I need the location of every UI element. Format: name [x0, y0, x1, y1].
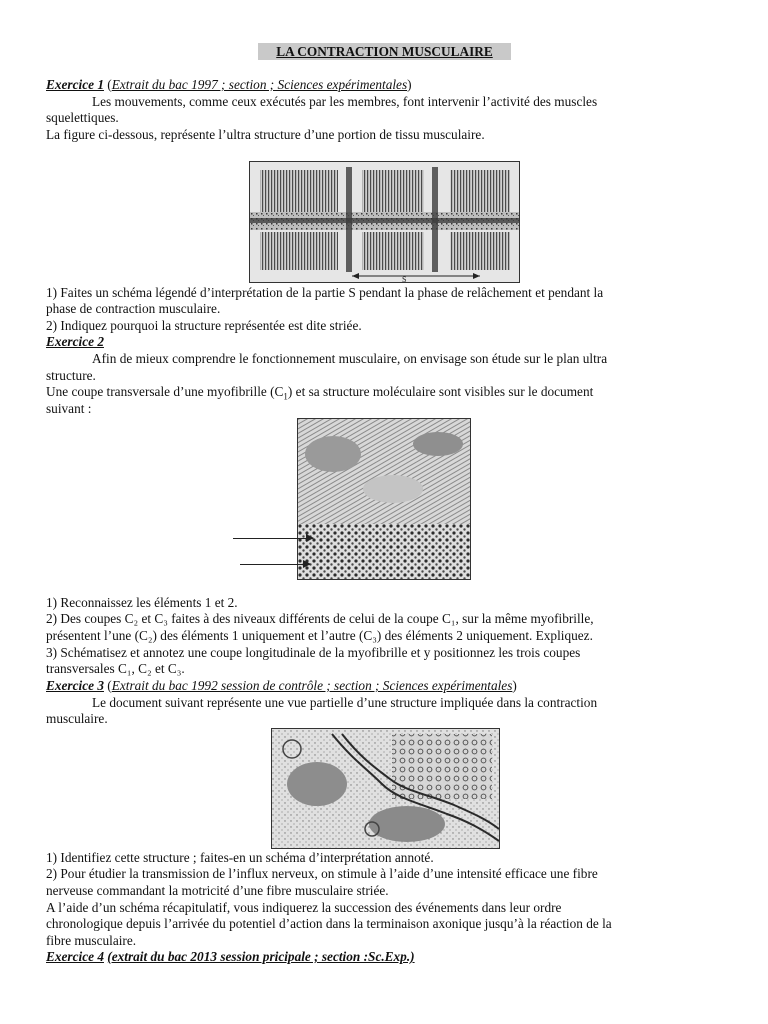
ex3-paragraph-2a: A l’aide d’un schéma récapitulatif, vous indiquerez la succession des événements dans leur ordre: [46, 900, 562, 915]
ex2-paragraph-2b: suivant :: [46, 401, 92, 416]
ex3-question-2b: nerveuse commandant la motricité d’une fibre musculaire striée.: [46, 883, 389, 898]
ex1-label: Exercice 1: [46, 77, 104, 92]
ex4-heading: [46, 949, 415, 966]
ex3-label: Exercice 3: [46, 678, 104, 693]
ex1-heading: Exercice 1 (Extrait du bac 1997 ; section ; Sciences expérimentales): [46, 77, 412, 92]
ex4-label: Exercice 4: [46, 949, 104, 964]
neuromuscular-junction-figure: [271, 728, 500, 849]
ex2-question-3a: 3) Schématisez et annotez une coupe longitudinale de la myofibrille et y positionnez les trois coupes: [46, 645, 581, 660]
myofibril-cross-section-figure: [297, 418, 471, 580]
ex3-heading: Exercice 3 (Extrait du bac 1992 session de contrôle ; section ; Sciences expérimentales): [46, 678, 517, 693]
ex3-question-1: 1) Identifiez cette structure ; faites-en un schéma d’interprétation annoté.: [46, 850, 434, 865]
page-title: LA CONTRACTION MUSCULAIRE: [258, 43, 511, 60]
ex3-question-2a: 2) Pour étudier la transmission de l’influx nerveux, on stimule à l’aide d’une intensité efficace une fibre: [46, 866, 598, 881]
ex1-question-1b: phase de contraction musculaire.: [46, 301, 221, 316]
ex2-label: Exercice 2: [46, 334, 104, 349]
ex2-paragraph-1a: Afin de mieux comprendre le fonctionnement musculaire, on envisage son étude sur le plan ultra: [92, 351, 608, 366]
ex1-question-1a: 1) Faites un schéma légendé d’interprétation de la partie S pendant la phase de relâchement et pendant la: [46, 285, 604, 300]
ex2-question-2b: présentent l’une (C₂) des éléments 1 uniquement et l’autre (C₃) des éléments 2 uniquement. Expliquez.: [46, 628, 593, 643]
pointer-arrow-element-2: [240, 564, 310, 565]
ex3-paragraph-2c: fibre musculaire.: [46, 933, 137, 948]
sarcomere-micrograph: [250, 162, 519, 282]
ex2-question-3b: transversales C₁, C₂ et C₃.: [46, 661, 185, 676]
myofibril-micrograph: [298, 419, 470, 579]
ex2-question-2a: 2) Des coupes C₂ et C₃ faites à des niveaux différents de celui de la coupe C₁, sur la même myofibrille,: [46, 611, 594, 626]
ex3-paragraph-2b: chronologique depuis l’arrivée du potentiel d’action dans la terminaison axonique jusqu’à la réaction de la: [46, 916, 612, 931]
ex3-paragraph-1a: Le document suivant représente une vue partielle d’une structure impliquée dans la contraction: [92, 695, 598, 710]
ex4-source: (extrait du bac 2013 session pricipale ; section :Sc.Exp.): [107, 949, 415, 964]
ex3-source: Extrait du bac 1992 session de contrôle ; section ; Sciences expérimentales: [111, 678, 513, 693]
segment-s-label: S: [402, 275, 407, 282]
ex2-paragraph-1b: structure.: [46, 368, 96, 383]
ex1-question-2: 2) Indiquez pourquoi la structure représentée est dite striée.: [46, 318, 362, 333]
ex1-paragraph-1a: Les mouvements, comme ceux exécutés par les membres, font intervenir l’activité des muscles: [92, 94, 598, 109]
ex2-heading: [46, 334, 104, 351]
ex1-source: Extrait du bac 1997 ; section ; Sciences expérimentales: [111, 77, 408, 92]
ex3-paragraph-1b: musculaire.: [46, 711, 108, 726]
ex2-paragraph-2a: Une coupe transversale d’une myofibrille $(C_1)$ et sa structure moléculaire sont visibles sur le document: [46, 384, 594, 402]
ex1-paragraph-1b: squelettiques.: [46, 110, 119, 125]
synapse-micrograph: [272, 729, 499, 848]
pointer-arrow-element-1: [233, 538, 313, 539]
striated-muscle-figure: [249, 161, 520, 283]
ex2-question-1: 1) Reconnaissez les éléments 1 et 2.: [46, 595, 238, 610]
ex1-paragraph-2: La figure ci-dessous, représente l’ultra structure d’une portion de tissu musculaire.: [46, 127, 485, 142]
